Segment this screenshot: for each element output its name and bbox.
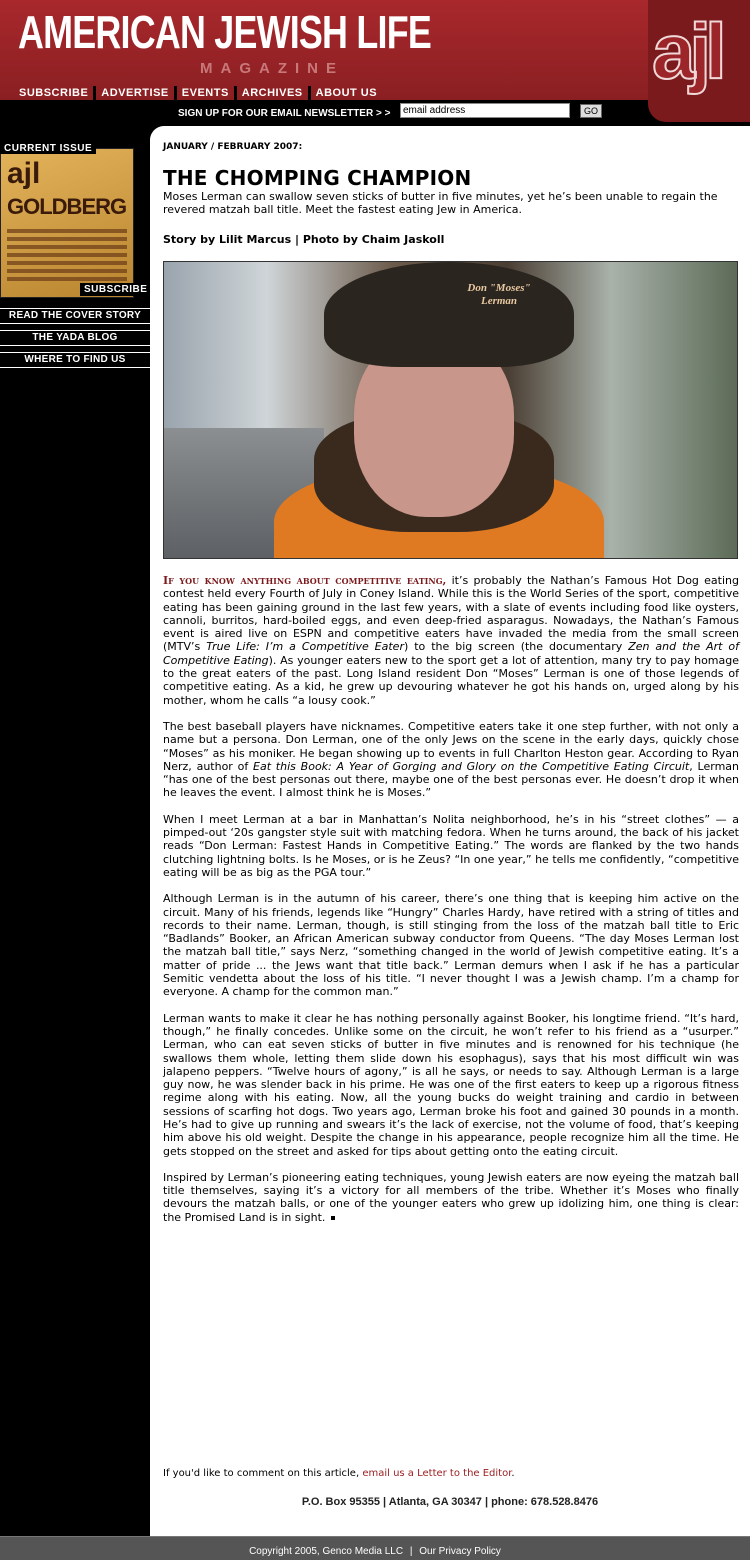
copyright: Copyright 2005, Genco Media LLC: [249, 1546, 404, 1557]
lead-in: If you know anything about competitive eating,: [163, 574, 447, 587]
newsletter-bar: [150, 100, 648, 126]
sidebar-item-where-to-find[interactable]: WHERE TO FIND US: [0, 352, 150, 368]
site-header: [0, 0, 750, 100]
footer: [0, 1536, 750, 1560]
end-mark: [331, 1216, 335, 1220]
sidebar-links: [0, 308, 150, 374]
nav-about-us[interactable]: ABOUT US: [308, 86, 382, 100]
footer-separator: |: [409, 1546, 413, 1557]
top-nav: [14, 86, 382, 100]
footer-text: [0, 1546, 750, 1557]
cover-subscribe-link[interactable]: SUBSCRIBE: [80, 283, 151, 296]
sidebar-item-cover-story[interactable]: READ THE COVER STORY: [0, 308, 150, 324]
paragraph: If you know anything about competitive eating, it’s probably the Nathan’s Famous Hot Dog eating contest held every Fourth of July in Coney Island. While this is the World Series of the sport, competitive eating has been gaining ground in the last few years, with a slate of events including food like oysters, cannoli, burritos, hard-boiled eggs, and even deep-fried asparagus. Nowadays, the Nathan’s Famous event is aired live on ESPN and competitive eaters have invaded the media from the small screen (MTV’s True Life: I’m a Competitive Eater) to the big screen (the documentary Zen and the Art of Competitive Eating). As younger eaters new to the sport get a lot of attention, many try to pay homage to the great eaters of the past. Long Island resident Don “Moses” Lerman is one of those legends of competitive eating. As a kid, he grew up devouring whatever he got his hands on, urged along by his mother, whom he calls “a lousy cook.”: [163, 574, 740, 707]
article-byline: Story by Lilit Marcus | Photo by Chaim Jaskoll: [163, 233, 445, 246]
paragraph: The best baseball players have nicknames. Competitive eaters take it one step further, with not only a name but a persona. Don Lerman, one of the only Jews on the scene in the early days, quickly chose “Moses” as his moniker. He began showing up to events in full Charlton Heston gear. According to Ryan Nerz, author of Eat this Book: A Year of Gorging and Glory on the Competitive Eating Circuit, Lerman “has one of the best personas out there, maybe one of the best personas ever. He doesn’t drop it when he leaves the event. I almost think he is Moses.”: [163, 719, 739, 800]
nav-advertise[interactable]: ADVERTISE: [93, 86, 173, 100]
letter-to-editor-link[interactable]: email us a Letter to the Editor: [362, 1468, 512, 1479]
paragraph: Lerman wants to make it clear he has nothing personally against Booker, his longtime friend. “It’s hard, though,” he finally concedes. Unlike some on the circuit, he won’t refer to his friend as a “usurper.” Lerman, who can eat seven sticks of butter in five minutes and is renowned for his technique (he swallows them whole, letting them slide down his esophagus), says that his most difficult win was jalapeno peppers. “Twelve hours of agony,” is all he says, or needs to say. Although Lerman is a large guy now, he was slender back in his prime. He was one of the first eaters to keep up a rigorous fitness regime along with his eating. Now, all the young bucks do weight training and cardio in between sessions of scarfing hot dogs. Two years ago, Lerman broke his foot and gained 30 pounds in a month. He’s had to give up running and swears it’s the lack of exercise, not the volume of food, that’s keeping him above his old weight. Despite the change in his appearance, people recognize him all the time. He gets stopped on the street and asked for tips about getting onto the eating circuit.: [163, 1011, 739, 1158]
site-title[interactable]: AMERICAN JEWISH LIFE: [18, 6, 431, 58]
site-subtitle: MAGAZINE: [200, 60, 344, 77]
mailing-address: P.O. Box 95355 | Atlanta, GA 30347 | phone: 678.528.8476: [301, 1496, 599, 1508]
cover-text-lines: [7, 225, 127, 285]
article-title: THE CHOMPING CHAMPION: [163, 166, 472, 190]
cover-logo: ajl: [7, 157, 41, 190]
photo-hat-text: Don "Moses" Lerman: [467, 282, 531, 307]
article-deck: Moses Lerman can swallow seven sticks of butter in five minutes, yet he’s been unable to regain the revered matzah ball title. Meet the fastest eating Jew in America.: [163, 190, 718, 216]
issue-date: JANUARY / FEBRUARY 2007:: [163, 142, 303, 152]
email-input[interactable]: [400, 103, 570, 118]
nav-archives[interactable]: ARCHIVES: [234, 86, 308, 100]
paragraph: Inspired by Lerman’s pioneering eating techniques, young Jewish eaters are now eyeing the matzah ball title themselves, saying it’s a victory for all members of the tribe. Whether it’s Moses who finally devours the matzah balls, or one of the younger eaters who grew up idolizing him, one thing is clear: the Promised Land is in sight.: [163, 1170, 739, 1224]
nav-events[interactable]: EVENTS: [174, 86, 234, 100]
cover-headline: GOLDBERG: [7, 194, 127, 219]
sidebar-item-yada-blog[interactable]: THE YADA BLOG: [0, 330, 150, 346]
newsletter-label: SIGN UP FOR OUR EMAIL NEWSLETTER > >: [178, 108, 391, 119]
ajl-logo[interactable]: [648, 0, 750, 122]
comment-line: If you'd like to comment on this article, email us a Letter to the Editor.: [163, 1468, 515, 1479]
paragraph: Although Lerman is in the autumn of his career, there’s one thing that is keeping him active on the circuit. Many of his friends, legends like “Hungry” Charles Hardy, have retired with a string of titles and records to their name. Lerman, though, is still stinging from the loss of the matzah ball title to Eric “Badlands” Booker, an African American subway conductor from Queens. “The day Moses Lerman lost the matzah ball title,” says Nerz, “something changed in the world of Jewish competitive eating. It’s a matter of pride ... the Jews want that title back.” Lerman demurs when I ask if he has a particular Semitic vendetta about the loss of his title. “I never thought I was a Jewish champ. I’m a champ for everyone. A champ for the common man.”: [163, 892, 739, 999]
article-photo: [163, 261, 738, 559]
go-button[interactable]: GO: [580, 104, 602, 118]
nav-subscribe[interactable]: SUBSCRIBE: [19, 87, 89, 99]
main-content: [150, 126, 750, 1536]
paragraph: When I meet Lerman at a bar in Manhattan’s Nolita neighborhood, he’s in his “street clothes” — a pimped-out ‘20s gangster style suit with matching fedora. When he turns around, the back of his jacket reads “Don Lerman: Fastest Hands in Competitive Eating.” The words are flanked by the two hands clutching lightning bolts. Is he Moses, or is he Zeus? “In one year,” he tells me confidently, “competitive eating will be as big as the PGA tour.”: [163, 812, 739, 879]
cover-image[interactable]: [0, 148, 134, 298]
article-body: [163, 574, 739, 1237]
ajl-logo-text: ajl: [652, 7, 721, 95]
privacy-link[interactable]: Our Privacy Policy: [419, 1546, 501, 1557]
current-issue-label: CURRENT ISSUE: [0, 143, 96, 154]
